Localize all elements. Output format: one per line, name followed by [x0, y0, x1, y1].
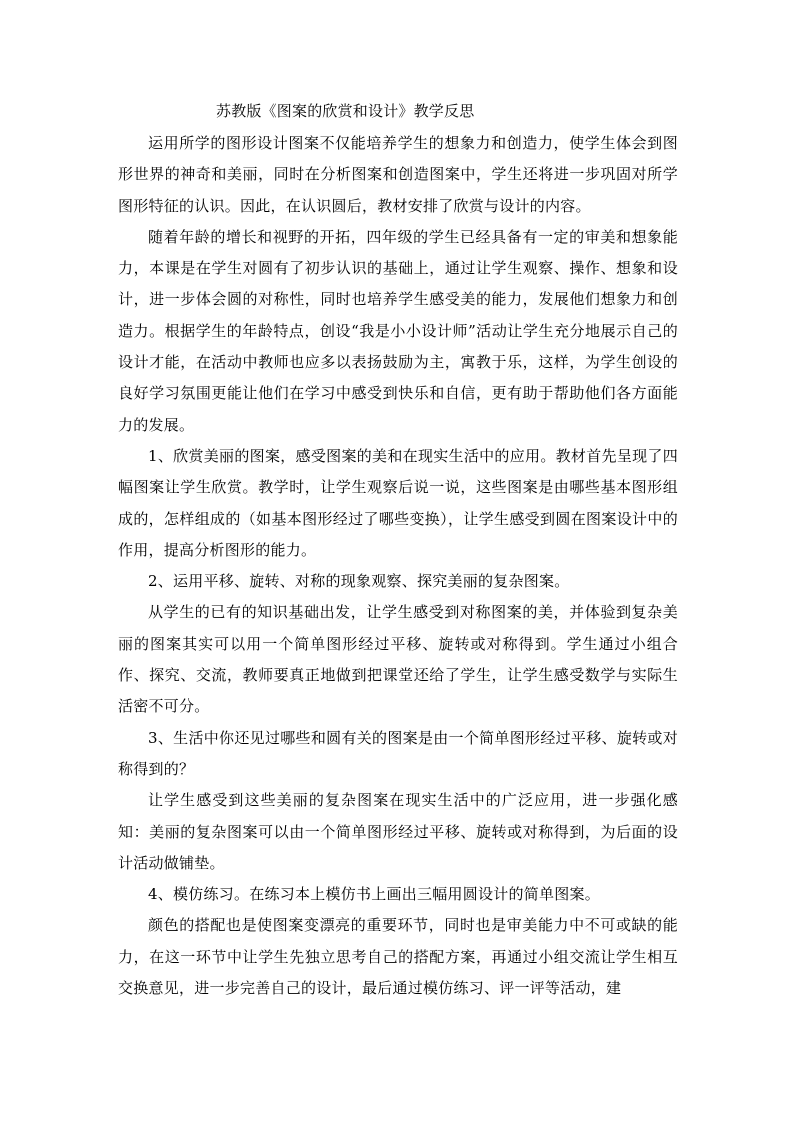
paragraph-age-growth: 随着年龄的增长和视野的开拓，四年级的学生已经具备有一定的审美和想象能力，本课是在学生对圆有了初步认识的基础上，通过让学生观察、操作、想象和设计，进一步体会圆的对称性，同时也培养学生感受美的能力，发展他们想象力和创造力。根据学生的年龄特点，创设“我是小小设计师”活动让学生充分地展示自己的设计才能，在活动中教师也应多以表扬鼓励为主，寓教于乐，这样，为学生创设的良好学习氛围更能让他们在学习中感受到快乐和自信，更有助于帮助他们各方面能力的发展。: [118, 227, 678, 434]
paragraph-point-2: 2、运用平移、旋转、对称的现象观察、探究美丽的复杂图案。: [148, 572, 570, 591]
paragraph-point-4: 4、模仿练习。在练习本上模仿书上画出三幅用圆设计的简单图案。: [148, 885, 601, 904]
paragraph-intro: 运用所学的图形设计图案不仅能培养学生的想象力和创造力，使学生体会到图形世界的神奇和美丽，同时在分析图案和创造图案中，学生还将进一步巩固对所学图形特征的认识。因此，在认识圆后，教材安排了欣赏与设计的内容。: [118, 134, 678, 215]
paragraph-point-1: 1、欣赏美丽的图案，感受图案的美和在现实生活中的应用。教材首先呈现了四幅图案让学生欣赏。教学时，让学生观察后说一说，这些图案是由哪些基本图形组成的，怎样组成的（如基本图形经过了哪些变换），让学生感受到圆在图案设计中的作用，提高分析图形的能力。: [118, 446, 678, 559]
paragraph-point-3-detail: 让学生感受到这些美丽的复杂图案在现实生活中的广泛应用，进一步强化感知：美丽的复杂图案可以由一个简单图形经过平移、旋转或对称得到，为后面的设计活动做铺垫。: [118, 791, 678, 872]
paragraph-point-4-detail: 颜色的搭配也是使图案变漂亮的重要环节，同时也是审美能力中不可或缺的能力，在这一环节中让学生先独立思考自己的搭配方案，再通过小组交流让学生相互交换意见，进一步完善自己的设计，最后通过模仿练习、评一评等活动，建: [118, 916, 678, 998]
paragraph-point-2-detail: 从学生的已有的知识基础出发，让学生感受到对称图案的美，并体验到复杂美丽的图案其实可以用一个简单图形经过平移、旋转或对称得到。学生通过小组合作、探究、交流，教师要真正地做到把课堂还给了学生，让学生感受数学与实际生活密不可分。: [118, 603, 678, 716]
document-body: [118, 128, 678, 1004]
paragraph-point-3: 3、生活中你还见过哪些和圆有关的图案是由一个简单图形经过平移、旋转或对称得到的？: [118, 728, 678, 778]
document-title: 苏教版《图案的欣赏和设计》教学反思: [216, 102, 475, 120]
